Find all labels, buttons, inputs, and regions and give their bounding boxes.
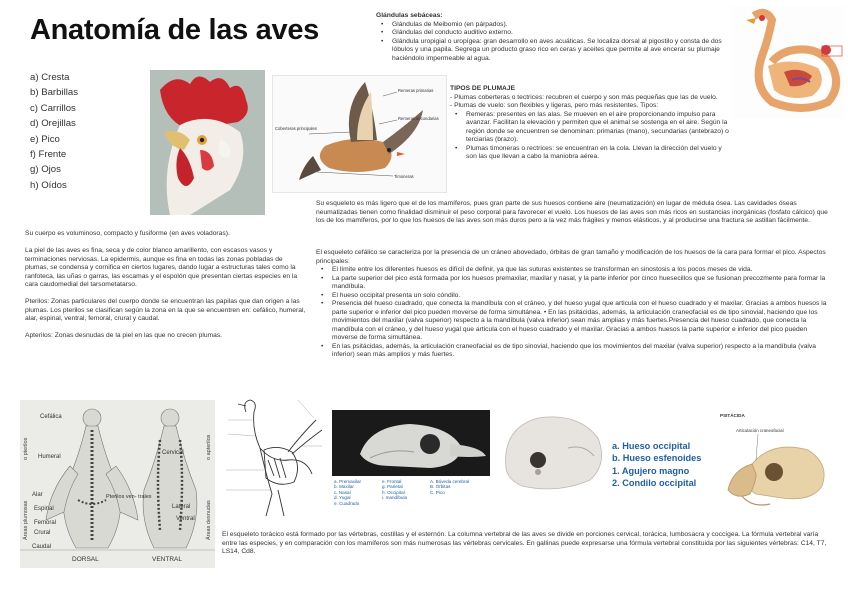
vertical-label: Áreas plumosas <box>23 500 29 540</box>
paragraph: - Plumas de vuelo: son flexibles y ligeras, pero más resistentes. Tipos: <box>450 102 659 109</box>
list-item: e) Pico <box>30 133 60 145</box>
pterilo-label: Crural <box>34 530 51 536</box>
legend-item: 2. Condilo occipital <box>612 478 697 489</box>
occipital-skull-image <box>498 408 610 496</box>
list-item: h) Oídos <box>30 179 67 191</box>
list-item: • Glándulas de Meibomio (en párpados). <box>376 21 728 30</box>
pterilo-label: Femoral <box>34 520 57 526</box>
paragraph: - Plumas coberteras o tectrices: recubren el cuerpo y son más pequeñas que las de vuelo. <box>450 93 718 101</box>
list-item: c) Carrillos <box>30 102 76 114</box>
page-title: Anatomía de las aves <box>30 14 319 46</box>
list-item: • La parte superior del pico está formada por los huesos premaxilar, maxilar y nasal, y la parte inferior por cinco huesecillos que se fusionan precozmente para formar la mandíbula. <box>316 275 831 292</box>
vertical-label: o apterilos <box>206 434 212 460</box>
list-item: d) Orejillas <box>30 118 76 130</box>
vertical-label: Áreas desnudas <box>206 500 212 540</box>
bottom-paragraph: El esqueleto torácico está formado por las vértebras, costillas y el esternón. La columna vertebral de las aves se divide en porciones cervical, torácica, lumbosacra y coccígea. La fórmula vertebral varía entre las especies, y en comparación con los mamíferos son más numerosas las vértebras cervicales. En gallinas puede expresarse una fórmula vertebral constituida por las siguientes vértebras: C14, T7, LS14, Cd8. <box>222 531 827 555</box>
psitacida-title: PSITÁCIDA <box>720 413 745 418</box>
pterilo-label: Espinal <box>34 506 54 512</box>
skull-legend-col1: a. Premaxilar b. Maxilar c. Nasal d. Yugal e. Cuadrado <box>334 479 362 506</box>
legend-item: 1. Agujero magno <box>612 465 690 476</box>
parts-list <box>30 70 78 193</box>
skeleton-image <box>218 390 328 525</box>
list-item: • Glándula uropigial o uropígea: gran desarrollo en aves acuáticas. Se localiza dorsal al pigostilo y consta de dos lóbulos y una papila. Segrega un producto graso rico en ceras y aceites que permite al ave encerar su plumaje haciéndolo impermeable al agua. <box>376 38 728 64</box>
list-item: f) Frente <box>30 149 67 161</box>
view-label: VENTRAL <box>152 556 182 563</box>
list-item: • El hueso occipital presenta un solo cóndilo. <box>316 292 831 301</box>
paragraph: Su cuerpo es voluminoso, compacto y fusiforme (en aves voladoras). <box>25 230 230 237</box>
section-heading: TIPOS DE PLUMAJE <box>450 85 516 92</box>
list-item: b) Barbillas <box>30 87 78 99</box>
paragraph: El esqueleto cefálico se caracteriza por la presencia de un cráneo abovedado, órbitas de gran tamaño y modificación de los huesos de la cara para formar el pico. Aspectos principales: <box>316 249 826 265</box>
skull-xray-image <box>330 408 492 506</box>
parrot-skull-image <box>722 434 832 512</box>
skull-legend-col2: e. Frontal g. Parietal h. Occipital i. mandíbula <box>382 479 408 501</box>
pterilo-label: Cefálica <box>40 414 62 420</box>
list-item: • Plumas timoneras o rectrices: se encuentran en la cola. Llevan la dirección del vuelo y son las que llevan a cabo la maniobra aérea. <box>450 145 732 162</box>
pterilo-label: Alar <box>32 492 43 498</box>
vertical-label: o pterilos <box>23 437 29 460</box>
legend-item: a. Hueso occipital <box>612 441 691 451</box>
paragraph: Pterilos: Zonas particulares del cuerpo donde se encuentran las papilas que dan origen a las plumas. Los pterilos se clasifican según la zona en la que se encuentren en: cefálico, humeral, alar, espinal, ventral, femoral, crural y caudal. <box>25 298 306 322</box>
craneo-section <box>316 249 831 360</box>
plumaje-section <box>450 85 732 162</box>
list-item: • Presencia del hueso cuadrado, que conecta la mandíbula con el cráneo, y del hueso yugal que articula con el hueso cuadrado y el maxilar. Gracias a ambos huesos la parte superior e inferior del pico pueden moverse de forma simultánea. • En las psitácidas, además, la articulación craneofacial es de tipo sinovial, haciendo que los movimientos del maxilar (valva superior) respecto a la mandíbula (valva inferior) sean más amplias y más fuertes.Presencia del hueso cuadrado, que conecta la mandíbula con el cráneo, y del hueso yugal que articula con el hueso cuadrado y el maxilar. Gracias a ambos huesos la parte superior e inferior del pico pueden moverse de forma simultánea. <box>316 300 831 343</box>
pterilo-label: Cervical <box>162 450 184 456</box>
list-item: • Remeras: presentes en las alas. Se mueven en el aire proporcionando impulso para avanzar. Facilitan la elevación y permiten que el animal se sostenga en el aire. Según la región donde se encuentren se denominan: primarias (mano), secundarias (antebrazo) o terciarias (brazo). <box>450 111 732 145</box>
pterilo-label: Caudal <box>32 544 52 550</box>
psitacida-label: Articulación craneofacial <box>736 428 784 433</box>
list-item: • El límite entre los diferentes huesos es difícil de definir, ya que las suturas existentes se transforman en sinostosis a los pocos meses de vida. <box>316 266 831 275</box>
pterilo-label: Ventral <box>176 516 195 522</box>
left-column-text <box>25 230 307 349</box>
esqueleto-paragraph: Su esqueleto es más ligero que el de los mamíferos, pues gran parte de sus huesos contiene aire (neumatización) en lugar de médula ósea. Las cavidades óseas neumatizadas tienen como finalidad disminuir el peso corporal para favorecer el vuelo. Los huesos de las aves son más ricos en sustancias inorgánicas (fosfato cálcico) que los de los mamíferos, por lo que los huesos de las aves son más duros pero a la vez más frágiles y menos elásticos, y al producirse una fractura se astillan fácilmente. <box>316 200 828 224</box>
view-label: DORSAL <box>72 556 99 563</box>
list-item: • Glándulas del conducto auditivo externo. <box>376 29 728 38</box>
skull-legend-col3: A. Bóveda cerebral B. Órbitas C. Pico <box>430 479 470 495</box>
pterilo-center-label: Pterilos ven- trales <box>106 494 152 500</box>
rooster-head-image <box>150 70 265 215</box>
pterilo-label: Lateral <box>172 504 191 510</box>
wing-label: Coberteras principales <box>275 126 317 131</box>
list-item: a) Cresta <box>30 72 70 83</box>
wing-label: Timoneras <box>394 174 414 179</box>
paragraph: Apterilos: Zonas desnudas de la piel en las que no crecen plumas. <box>25 332 223 339</box>
wing-feathers-image <box>272 75 447 193</box>
section-heading: Glándulas sebáceas: <box>376 12 443 19</box>
list-item: • En las psitácidas, además, la articulación craneofacial es de tipo sinovial, haciendo que los movimientos del maxilar (valva superior) respecto a la mandíbula (valva inferior) sean más amplios y más fuertes. <box>316 343 831 360</box>
occipital-legend <box>612 440 701 490</box>
glandulas-section <box>376 12 728 63</box>
paragraph: La piel de las aves es fina, seca y de color blanco amarillento, con escasos vasos y terminaciones nerviosas. La epidermis, aunque es fina en todas las zonas pobladas de plumas, se condensa y cornifica en ciertos lugares, dando lugar a estructuras tales como la ranfoteca, las uñas o garras, las escamas y el espolón que presentan ciertas especies en la cara caudomedial del tarsometatarso. <box>25 247 298 288</box>
pterilos-figure <box>20 400 215 568</box>
pterilo-label: Humeral <box>38 454 61 460</box>
wing-label: Remeras primarias <box>398 88 434 93</box>
legend-item: b. Hueso esfenoides <box>612 453 702 464</box>
list-item: g) Ojos <box>30 164 61 176</box>
digestive-anatomy-image <box>732 6 844 118</box>
wing-label: Remeras secundarias <box>398 116 439 121</box>
